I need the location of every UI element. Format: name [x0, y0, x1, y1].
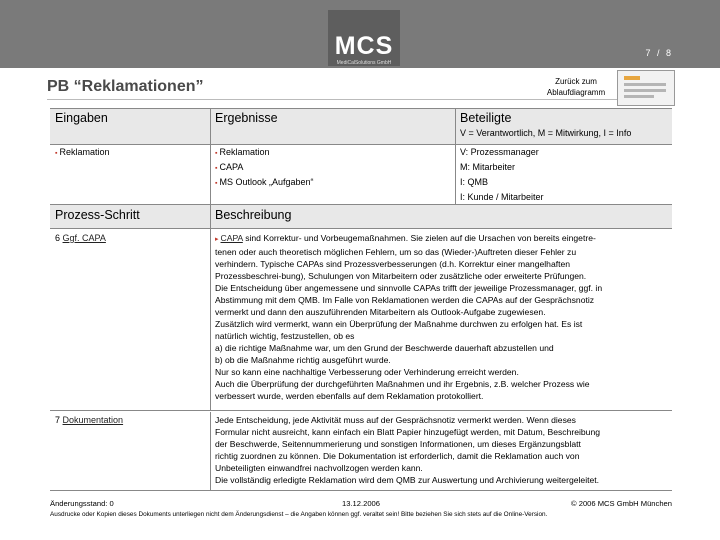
mcs-logo — [328, 10, 400, 66]
step-header: Prozess-Schritt — [55, 208, 140, 222]
participant-item: M: Mitarbeiter — [460, 162, 516, 172]
logo-text: MCS — [334, 32, 394, 60]
step-7-label: 7 Dokumentation — [55, 415, 124, 425]
step-6-label: 6 Ggf. CAPA — [55, 233, 106, 243]
title-divider — [47, 99, 674, 100]
change-status: Änderungsstand: 0 — [50, 499, 114, 508]
logo-subtext: MediCalSolutions GmbH — [336, 60, 392, 66]
participant-item: V: Prozessmanager — [460, 147, 539, 157]
result-item: ▪ CAPA — [215, 162, 244, 172]
participant-item: I: Kunde / Mitarbeiter — [460, 192, 544, 202]
result-item: ▪ MS Outlook „Aufgaben“ — [215, 177, 314, 187]
page-number: 7 / 8 — [645, 48, 673, 58]
step-6-description: ▸ CAPA sind Korrektur- und Vorbeugemaßnahmen. Sie zielen auf die Ursachen von bereits eingetre- tenen oder auch theoretisch möglichen Fehlern, um so das (Wieder-)Auftreten dieser Fehler zu verhindern. Typische CAPAs sind Prozessverbesserungen (d.h. Korrektur einer mangelhaften Prozessbeschrei-bung), Schulungen von Mitarbeitern oder zusätzliche oder erweiterte Prüfungen. Die Entscheidung über angemessene und sinnvolle CAPAs trifft der jeweilige Prozessmanager, ggf. in Abstimmung mit dem QMB. Im Falle von Reklamationen werden die CAPAs auf der Gesprächsnotiz vermerkt und dann den auszuführenden Mitarbeitern als Outlook-Aufgabe zugewiesen. Zusätzlich wird vermerkt, wann ein Überprüfung der Maßnahme durchwen zu erfolgen hat. Es ist natürlich wichtig, festzustellen, ob es a) die richtige Maßnahme war, um den Grund der Beschwerde dauerhaft abzustellen und b) ob die Maßnahme richtig ausgeführt wurde. Nur so kann eine nachhaltige Verbesserung oder Verhinderung erreicht werden. Auch die Überprüfung der durchgeführten Maßnahmen und ihr Ergebnis, z.B. welcher Prozess wie verbessert wurde, werden ebenfalls auf dem Reklamation protokolliert. — [215, 233, 603, 401]
inputs-header: Eingaben — [55, 111, 108, 125]
participant-item: I: QMB — [460, 177, 489, 187]
results-header: Ergebnisse — [215, 111, 278, 125]
step-7-link[interactable]: Dokumentation — [62, 415, 124, 425]
participants-header: Beteiligte — [460, 111, 512, 125]
input-item: ▪ Reklamation — [55, 147, 110, 157]
step-7-description: Jede Entscheidung, jede Aktivität muss auf der Gesprächsnotiz vermerkt werden. Wenn dieses Formular nicht ausreicht, kann einfach ein Blatt Papier hinzugefügt werden, mit Datum, Beschreibung der Beschwerde, Seitennummerierung und sonstigen Informationen, um dieses Ergänzungsblatt richtig zuordnen zu können. Die Dokumentation ist erforderlich, damit die Reklamation auch von Unbeteiligten einwandfrei nachvollzogen werden kann. Die vollständig erledigte Reklamation wird dem QMB zur Auswertung und Archivierung weitergeleitet. — [215, 415, 601, 485]
flowchart-thumbnail-icon[interactable] — [617, 70, 675, 106]
role-legend: V = Verantwortlich, M = Mitwirkung, I = Info — [460, 128, 632, 138]
description-header: Beschreibung — [215, 208, 292, 222]
disclaimer: Ausdrucke oder Kopien dieses Dokuments unterliegen nicht dem Änderungsdienst – die Angaben können ggf. veraltet sein! Bitte beziehen Sie sich stets auf die Online-Version. — [50, 511, 548, 518]
steps-header-band — [50, 204, 672, 228]
copyright: © 2006 MCS GmbH München — [571, 499, 672, 508]
page-title: PB “Reklamationen” — [47, 78, 204, 95]
footer-date: 13.12.2006 — [342, 499, 381, 508]
header-bar — [0, 0, 720, 68]
back-to-flowchart-link[interactable]: Zurück zum Ablaufdiagramm — [546, 77, 606, 97]
step-6-link[interactable]: Ggf. CAPA — [62, 233, 106, 243]
result-item: ▪ Reklamation — [215, 147, 270, 157]
capa-link[interactable]: CAPA — [220, 233, 243, 243]
